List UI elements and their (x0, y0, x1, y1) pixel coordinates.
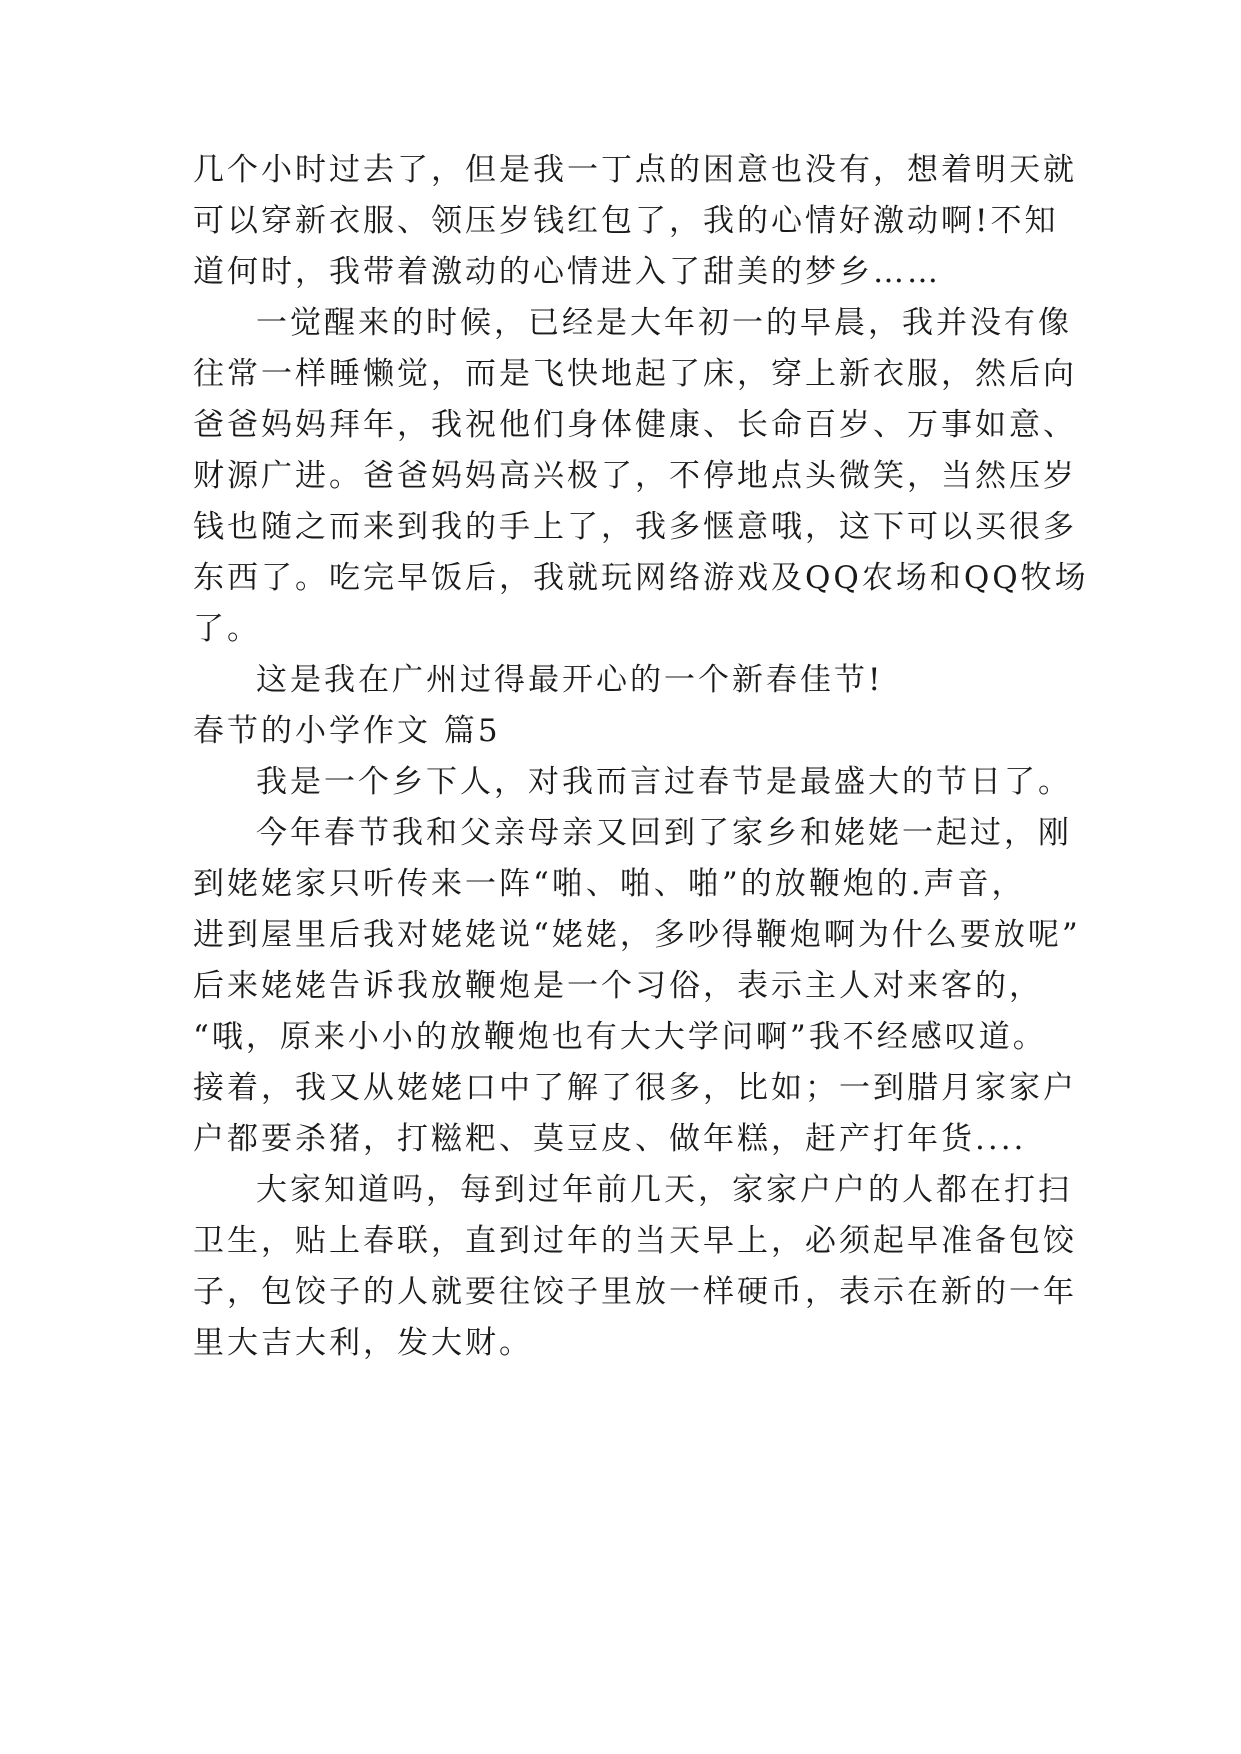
text-line: 可以穿新衣服、领压岁钱红包了，我的心情好激动啊!不知 (193, 203, 1059, 239)
text-line: 子，包饺子的人就要往饺子里放一样硬币，表示在新的一年 (193, 1274, 1077, 1310)
text-line: 后来姥姥告诉我放鞭炮是一个习俗，表示主人对来客的， (193, 968, 1043, 1004)
text-line: 大家知道吗，每到过年前几天，家家户户的人都在打扫 (256, 1172, 1072, 1208)
text-line: 财源广进。爸爸妈妈高兴极了，不停地点头微笑，当然压岁 (193, 458, 1077, 494)
text-line: 道何时，我带着激动的心情进入了甜美的梦乡…… (193, 254, 941, 290)
text-line: 户都要杀猪，打糍粑、莫豆皮、做年糕，赶产打年货.... (193, 1121, 1027, 1157)
text-line: “哦，原来小小的放鞭炮也有大大学问啊”我不经感叹道。 (193, 1019, 1047, 1055)
text-line: 了。 (193, 611, 261, 647)
text-line: 几个小时过去了，但是我一丁点的困意也没有，想着明天就 (193, 152, 1077, 188)
section-heading: 春节的小学作文 篇5 (193, 713, 501, 749)
text-line: 到姥姥家只听传来一阵“啪、啪、啪”的放鞭炮的.声音， (193, 866, 1026, 902)
text-line: 这是我在广州过得最开心的一个新春佳节! (256, 662, 884, 698)
text-line: 爸爸妈妈拜年，我祝他们身体健康、长命百岁、万事如意、 (193, 407, 1077, 443)
text-line: 往常一样睡懒觉，而是飞快地起了床，穿上新衣服，然后向 (193, 356, 1077, 392)
text-line: 卫生，贴上春联，直到过年的当天早上，必须起早准备包饺 (193, 1223, 1077, 1259)
text-line: 进到屋里后我对姥姥说“姥姥，多吵得鞭炮啊为什么要放呢” (193, 917, 1081, 953)
text-line: 钱也随之而来到我的手上了，我多惬意哦，这下可以买很多 (193, 509, 1077, 545)
text-line: 一觉醒来的时候，已经是大年初一的早晨，我并没有像 (256, 305, 1072, 341)
text-line: 我是一个乡下人，对我而言过春节是最盛大的节日了。 (256, 764, 1072, 800)
text-line: 今年春节我和父亲母亲又回到了家乡和姥姥一起过，刚 (256, 815, 1072, 851)
text-line: 接着，我又从姥姥口中了解了很多，比如；一到腊月家家户 (193, 1070, 1077, 1106)
text-line: 里大吉大利，发大财。 (193, 1325, 533, 1361)
text-line: 东西了。吃完早饭后，我就玩网络游戏及QQ农场和QQ牧场 (193, 560, 1089, 596)
